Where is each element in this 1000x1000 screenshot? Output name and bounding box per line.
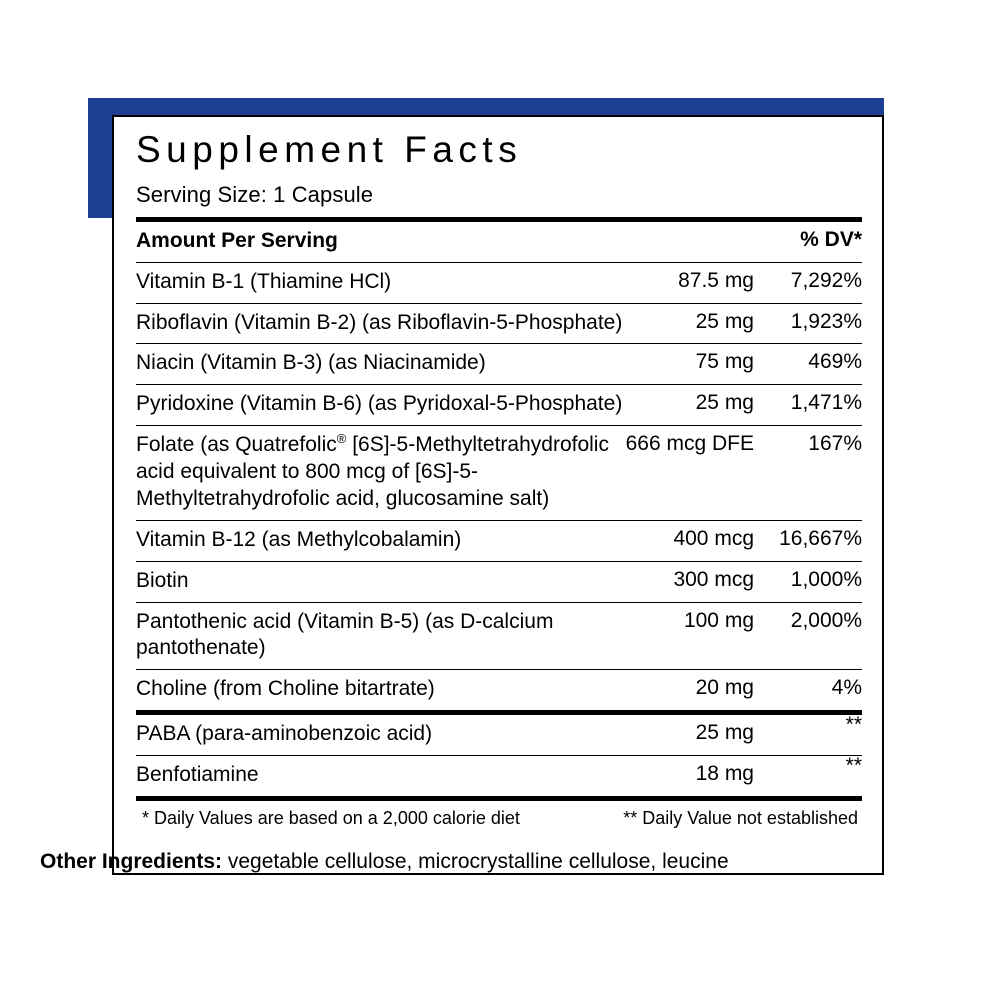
supplement-facts-panel (88, 98, 904, 890)
supplement-facts-card (112, 115, 884, 875)
nutrient-dv: 2,000% (754, 602, 862, 670)
nutrient-dv: 7,292% (754, 262, 862, 303)
nutrient-dv: 167% (754, 426, 862, 521)
serving-size-label: Serving Size: (136, 181, 267, 207)
serving-size-line (136, 182, 862, 208)
footnote-daily-values: * Daily Values are based on a 2,000 calorie diet (142, 807, 520, 828)
nutrient-amount: 20 mg (626, 670, 754, 713)
table-row (136, 385, 862, 426)
nutrient-dv: 1,000% (754, 561, 862, 602)
table-row (136, 670, 862, 713)
nutrient-amount: 87.5 mg (626, 262, 754, 303)
nutrient-name: Biotin (136, 561, 626, 602)
table-row (136, 756, 862, 796)
nutrient-amount: 300 mcg (626, 561, 754, 602)
nutrient-dv (754, 713, 862, 756)
nutrient-amount: 400 mcg (626, 520, 754, 561)
nutrient-amount: 666 mcg DFE (626, 426, 754, 521)
nutrient-dv-dagger: ** (845, 713, 862, 737)
header-percent-dv: % DV* (800, 227, 862, 251)
nutrient-name: Pyridoxine (Vitamin B-6) (as Pyridoxal-5-Phosphate) (136, 385, 626, 426)
nutrition-table (136, 222, 862, 796)
serving-size-value: 1 Capsule (273, 181, 374, 207)
nutrient-dv (754, 756, 862, 796)
other-ingredients (40, 848, 900, 875)
footnote-not-established: ** Daily Value not established (623, 807, 858, 828)
nutrient-amount: 25 mg (626, 303, 754, 344)
footnotes (136, 796, 862, 829)
nutrient-dv: 4% (754, 670, 862, 713)
other-ingredients-value: vegetable cellulose, microcrystalline cellulose, leucine (227, 850, 729, 873)
nutrient-name: Pantothenic acid (Vitamin B-5) (as D-calcium pantothenate) (136, 602, 626, 670)
table-row (136, 303, 862, 344)
table-header-row (136, 222, 862, 262)
table-row (136, 602, 862, 670)
page-title: Supplement Facts (136, 129, 523, 170)
nutrient-name: PABA (para-aminobenzoic acid) (136, 713, 626, 756)
nutrient-name: Choline (from Choline bitartrate) (136, 670, 626, 713)
nutrient-dv: 469% (754, 344, 862, 385)
nutrient-amount: 100 mg (626, 602, 754, 670)
table-row (136, 262, 862, 303)
table-row (136, 561, 862, 602)
table-row (136, 344, 862, 385)
nutrient-name: Folate (as Quatrefolic® [6S]-5-Methyltetrahydrofolic acid equivalent to 800 mcg of [6S]-5-Methyltetrahydrofolic acid, glucosamine salt) (136, 426, 626, 521)
nutrient-amount: 25 mg (626, 385, 754, 426)
nutrient-name: Riboflavin (Vitamin B-2) (as Riboflavin-5-Phosphate) (136, 303, 626, 344)
nutrient-dv: 1,923% (754, 303, 862, 344)
header-amount-spacer (626, 222, 754, 262)
nutrient-name: Niacin (Vitamin B-3) (as Niacinamide) (136, 344, 626, 385)
nutrient-dv-dagger: ** (845, 754, 862, 778)
header-amount-per-serving: Amount Per Serving (136, 228, 338, 252)
nutrient-amount: 18 mg (626, 756, 754, 796)
nutrient-dv: 1,471% (754, 385, 862, 426)
nutrient-name: Vitamin B-1 (Thiamine HCl) (136, 262, 626, 303)
nutrient-name: Benfotiamine (136, 756, 626, 796)
nutrient-amount: 25 mg (626, 713, 754, 756)
table-row (136, 713, 862, 756)
table-row (136, 426, 862, 521)
nutrient-name: Vitamin B-12 (as Methylcobalamin) (136, 520, 626, 561)
other-ingredients-label: Other Ingredients: (40, 850, 223, 873)
nutrient-dv: 16,667% (754, 520, 862, 561)
table-row (136, 520, 862, 561)
nutrient-amount: 75 mg (626, 344, 754, 385)
